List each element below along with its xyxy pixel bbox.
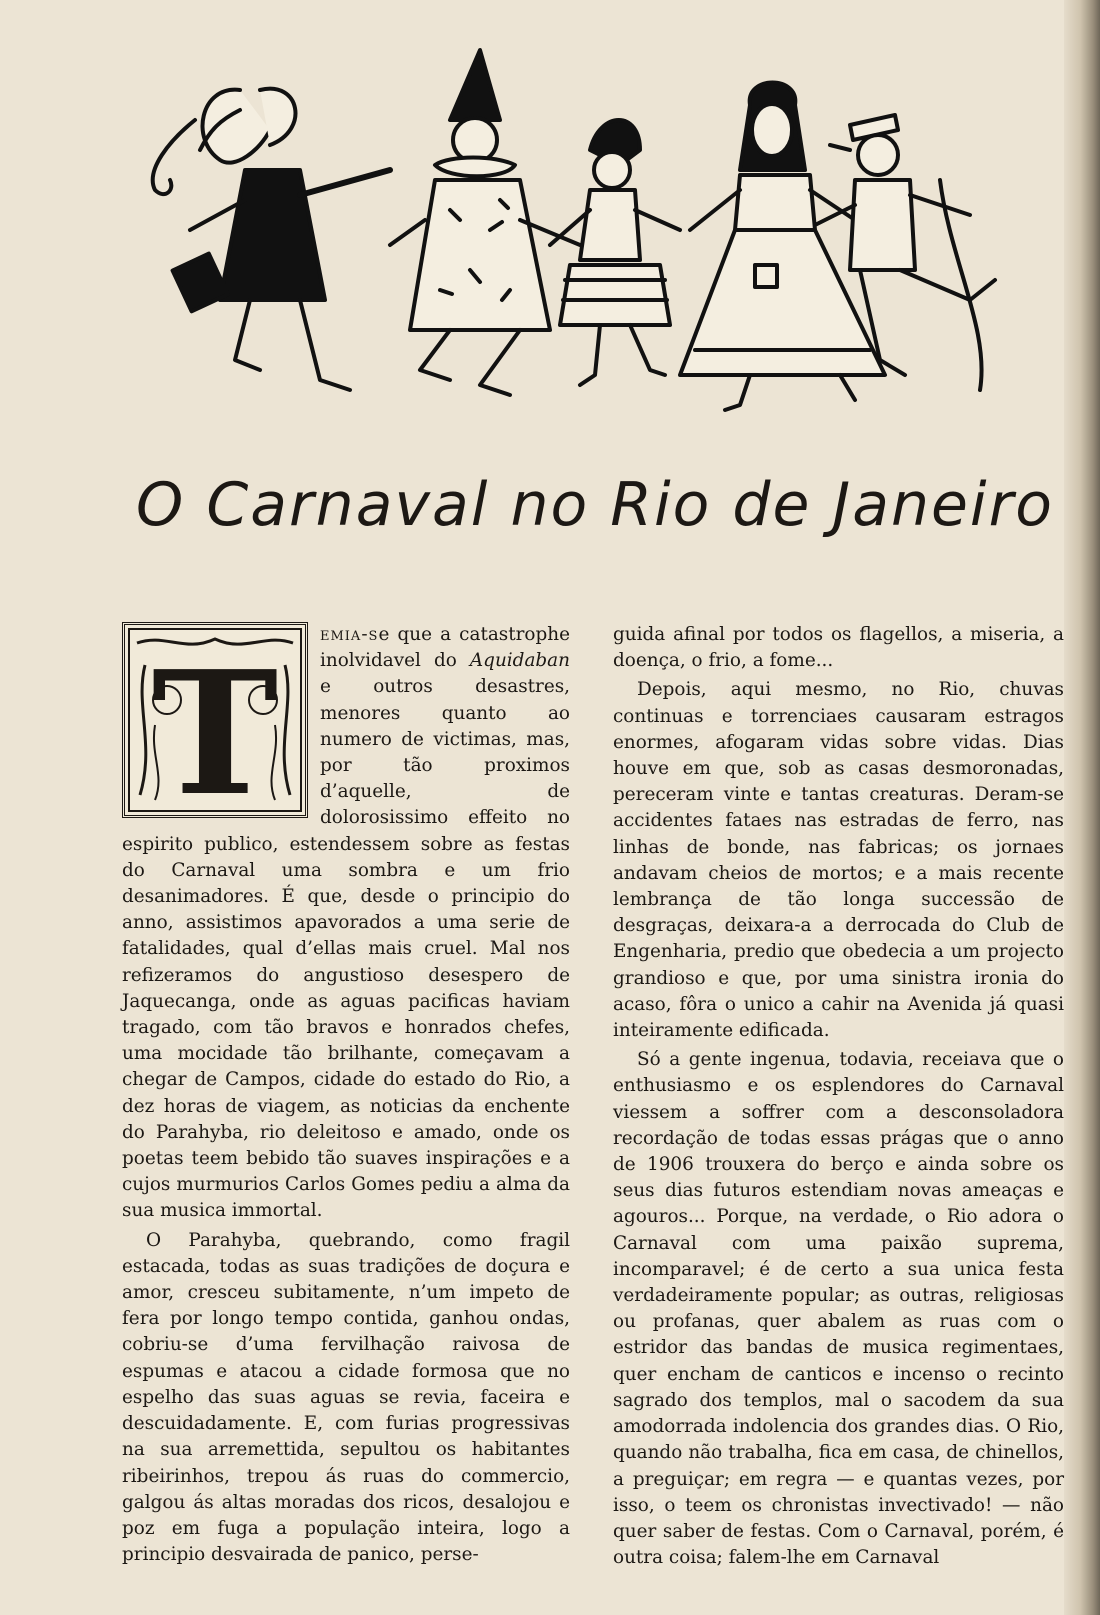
paragraph-2: O Parahyba, quebrando, como fragil estacada, todas as suas tradições de doçura e amor, cresceu subitamente, n’um impeto de fera por longo tempo contida, ganhou ondas, cobriu-se d’uma fervilhação raivosa de espumas e atacou a cidade formosa que no espelho das suas aguas se revia, faceira e descuidadamente. E, com furias progressivas na sua arremettida, sepultou os habitantes ribeirinhos, trepou ás ruas do commercio, galgou ás altas moradas dos ricos, desalojou e poz em fuga a população inteira, logo a principio desvairada de panico, perse-: [122, 1229, 570, 1566]
drop-cap-letter: T: [151, 634, 279, 815]
paragraph-3: Depois, aqui mesmo, no Rio, chuvas continuas e torrenciaes causaram estragos enormes, afogaram vidas sobre vidas. Dias houve em que, sob as casas desmoronadas, pereceram vinte e tantas creaturas. Deram-se accidentes fataes nas estradas de ferro, nas linhas de bonde, nas fabricas; os jornaes andavam cheios de mortos; e a mais recente lembrança de tão longa successão de desgraças, deixara-a a derrocada do Club de Engenharia, predio que obedecia a um projecto grandioso e que, por uma sinistra ironia do acaso, fôra o unico a cahir na Avenida já quasi inteiramente edificada.: [613, 679, 1064, 1042]
carnival-procession-illustration: [150, 30, 1070, 430]
article-column-right: [613, 622, 1064, 1574]
girl-in-bonnet-figure: [550, 120, 680, 385]
paragraph-2-continued: guida afinal por todos os flagellos, a miseria, a doença, o frio, a fome...: [613, 624, 1064, 672]
elephant-gentleman-figure: [153, 89, 390, 390]
lead-word: emia-s: [320, 624, 379, 645]
article-title: O Carnaval no Rio de Janeiro: [136, 470, 1054, 540]
article-column-left: [122, 622, 570, 1571]
paragraph-1-text-b: e outros desastres, menores quanto ao numero de victimas, mas, por tão proximos d’aquelle, de dolorosissimo effeito no espirito publico, estendessem sobre as festas do Carnaval uma sombra e um frio desanimadores. É que, desde o principio do anno, assistimos apavorados a uma serie de fatalidades, qual d’ellas mais cruel. Mal nos refizeramos do angustioso desespero de Jaquecanga, onde as aguas pacificas haviam tragado, com tão bravos e honrados chefes, uma mocidade tão brilhante, começavam a chegar de Campos, cidade do estado do Rio, a dez horas de viagem, as noticias da enchente do Parahyba, rio deleitoso e amado, onde os poetas teem bebido tão suaves inspirações e a cujos murmurios Carlos Gomes pediu a alma da sua musica immortal.: [122, 676, 570, 1222]
paragraph-4: Só a gente ingenua, todavia, receiava que o enthusiasmo e os esplendores do Carnaval viessem a soffrer com a desconsoladora recordação de todas essas prágas que o anno de 1906 trouxera do berço e ainda sobre os seus dias futuros estendiam novas ameaças e agouros... Porque, na verdade, o Rio adora o Carnaval com uma paixão suprema, incomparavel; é de certo a sua unica festa verdadeiramente popular; as outras, religiosas ou profanas, quer abalem as ruas com o estridor das bandas de musica regimentaes, quer encham de canticos e incenso o recinto sagrado dos templos, mal o sacodem da sua amodorrada indolencia dos grandes dias. O Rio, quando não trabalha, fica em casa, de chinellos, a preguiçar; em regra — e quantas vezes, por isso, o teem os chronistas invectivado! — não quer saber de festas. Com o Carnaval, porém, é outra coisa; falem-lhe em Carnaval: [613, 1049, 1064, 1569]
paragraph-1-text-a: e que a catastrophe inolvidavel do: [320, 624, 570, 672]
ship-name: Aquidaban: [469, 650, 570, 672]
ornamental-drop-cap: [122, 622, 308, 818]
pierrot-clown-figure: [390, 50, 580, 395]
